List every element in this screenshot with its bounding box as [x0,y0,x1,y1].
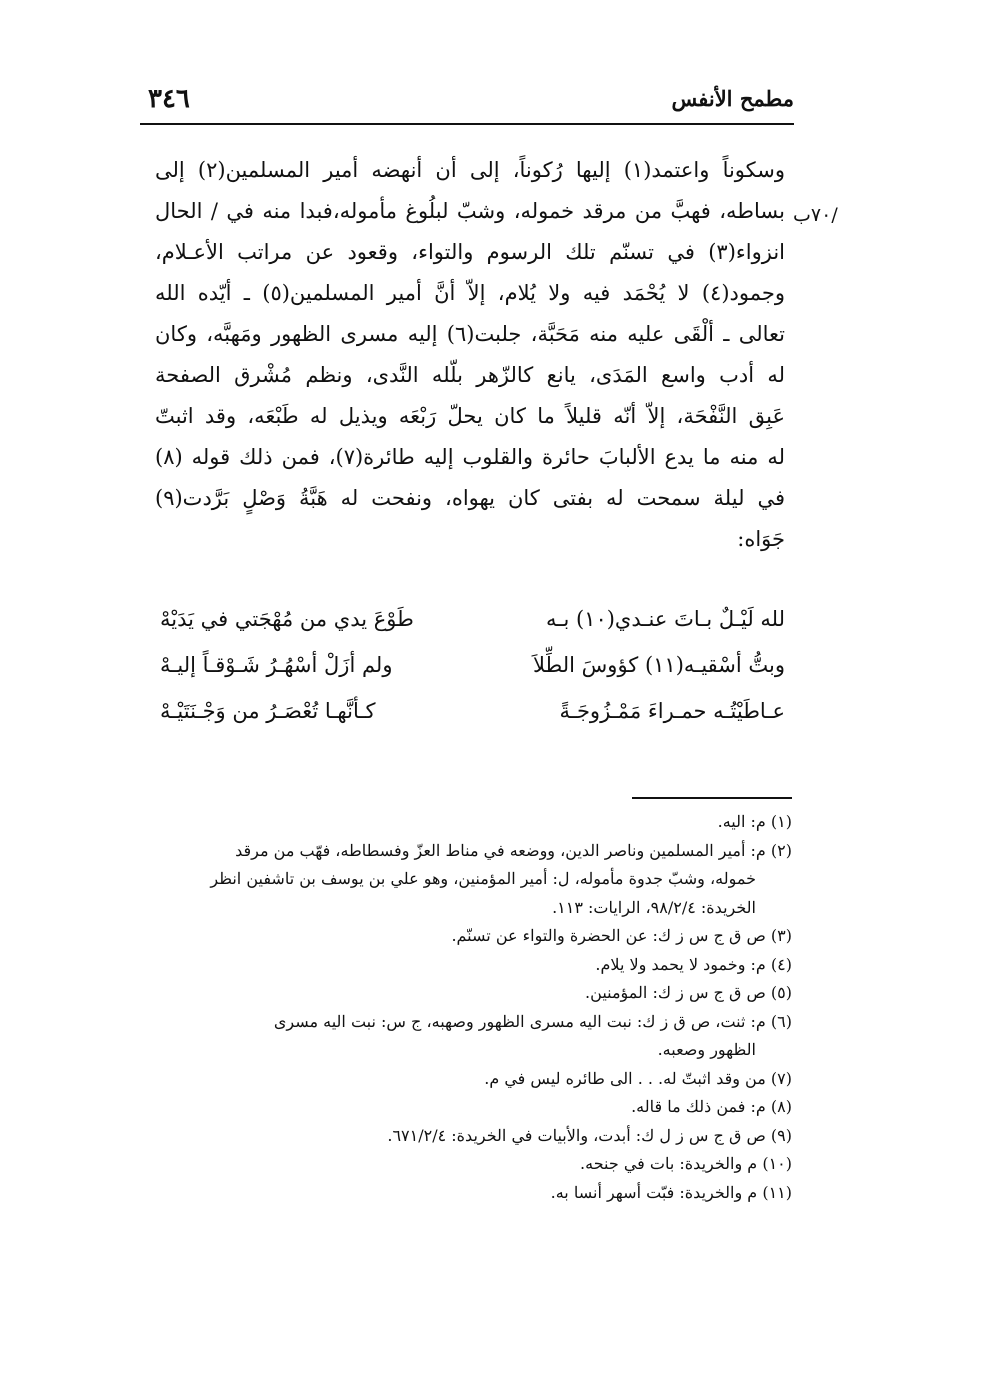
footnote [160,1150,792,1179]
footnote-number: (١١) [762,1182,792,1202]
body-line: وجمود(٤) لا يُحْمَد فيه ولا يُلام، إلاّ أنَّ أمير المسلمين(٥) ـ أيّده الله [155,281,785,305]
footnote [160,808,792,837]
poem-verses [160,607,785,745]
footnote-number: (٢) [770,840,792,860]
footnote-text: ص ق ج س ز ك: عن الحضرة والتواء عن تسنّم. [451,926,766,945]
footnote-number: (٥) [770,983,792,1002]
footnote-text: م: فمن ذلك ما قاله. [631,1097,766,1116]
footnote [160,1008,792,1065]
footnote [160,979,792,1008]
footnotes [160,808,792,1207]
footnote [160,1093,792,1122]
body-line: جَوَاه: [737,527,785,551]
body-text [155,150,785,560]
footnote-text: م والخريدة: فبّت أسهر أنسا به. [550,1182,758,1202]
footnote-text: من وقد اثبتّ له. . . الى طائره ليس في م. [484,1068,766,1088]
footnote-text: م والخريدة: بات في جنحه. [580,1154,758,1173]
footnote-text: ص ق ج س ز ل ك: أبدت، والأبيات في الخريدة: ٦٧١/٢/٤. [387,1125,766,1145]
margin-folio-reference: /٧٠ب [793,204,838,226]
body-line: وسكوناً واعتمد(١) إليها رُكوناً، إلى أن أنهضه أمير المسلمين(٢) إلى [155,158,785,182]
running-title: مطمح الأنفس [671,86,794,111]
body-line: له أدب واسع المَدَى، يانع كالزّهر بلّله النَّدى، ونظم مُشْرق الصفحة [155,363,785,387]
footnote-text: م: أمير المسلمين وناصر الدين، ووضعه في مناط العزّ وفسطاطه، فهّب من مرقد [235,840,766,860]
footnote-text: ص ق ج س ز ك: المؤمنين. [585,983,766,1002]
footnote-rule [632,797,792,799]
footnote [160,1179,792,1208]
footnote-number: (٣) [770,926,792,945]
verse [160,607,785,653]
verse-first-hemistich: لله لَيْـلٌ بـاتَ عنـدي(١٠) بـه [546,607,785,631]
verse [160,699,785,745]
body-line: له منه ما يدع الألبابَ حائرة والقلوب إليه طائرة(٧)، فمن ذلك قوله (٨) [155,445,785,469]
page-number: ٣٤٦ [148,84,190,114]
verse-second-hemistich: كـأنَّهـا تُعْصَـرُ من وَجْـنَتَيْـهْ [160,699,376,723]
header-rule [140,123,794,125]
footnote-number: (٦) [770,1011,792,1031]
page-header [148,84,794,124]
footnote [160,951,792,980]
footnote-text: م: وخمود لا يحمد ولا يلام. [595,954,766,974]
footnote-continuation: الظهور وصعبه. [657,1040,756,1059]
footnote-number: (٨) [770,1097,792,1116]
body-line: عَبِق النَّفْحَة، إلاّ أنّه قليلاً ما كان يحلّ رَبْعَه ويذيل له طَبْعَه، وقد اثبتّ [155,404,785,428]
verse [160,653,785,699]
footnote-continuation: خموله، وشبّ جدوة مأموله، ل: أمير المؤمنين، وهو علي بن يوسف بن تاشفين انظر [210,869,756,888]
footnote-text: م: ثنت، ص ق ز ك: نبت اليه مسرى الظهور وصهبه، ج س: نبت اليه مسرى [273,1011,766,1031]
footnote-number: (٧) [770,1068,792,1088]
body-line: انزواء(٣) في تسنّم تلك الرسوم والتواء، وقعود عن مراتب الأعـلام، [155,240,785,264]
verse-first-hemistich: وبتُّ أسْقيـه(١١) كؤوسَ الطِّلاَ [533,653,785,677]
footnote-number: (٩) [770,1125,792,1145]
body-line: في ليلة سمحت له بفتى كان يهواه، ونفحت له هَبَّةُ وَصْلٍ بَرَّدت(٩) [155,486,785,510]
footnote-number: (١٠) [762,1154,792,1173]
body-line: بساطه، فهبَّ من مرقد خموله، وشبّ لبلُوغ مأموله،فبدا منه في / الحال [155,199,785,223]
body-line: تعالى ـ ألْقَى عليه منه مَحَبَّة، جلبت(٦) إليه مسرى الظهور ومَهبَّه، وكان [155,322,785,346]
footnote-number: (٤) [770,954,792,974]
footnote [160,1065,792,1094]
footnote [160,1122,792,1151]
verse-first-hemistich: عـاطَيْتُـه حمـراءَ مَمْـزُوجَـةً [559,699,785,723]
footnote-text: م: اليه. [717,812,766,831]
footnote [160,837,792,923]
verse-second-hemistich: طَوْعَ يدي من مُهْجَتي في يَدَيْهْ [160,607,414,631]
footnote-number: (١) [770,812,792,831]
verse-second-hemistich: ولم أزَلْ أسْهُـرُ شَـوْقـاً إليـهْ [160,653,393,677]
footnote-continuation: الخريدة: ٩٨/٢/٤، الرايات: ١١٣. [552,897,756,917]
footnote [160,922,792,951]
